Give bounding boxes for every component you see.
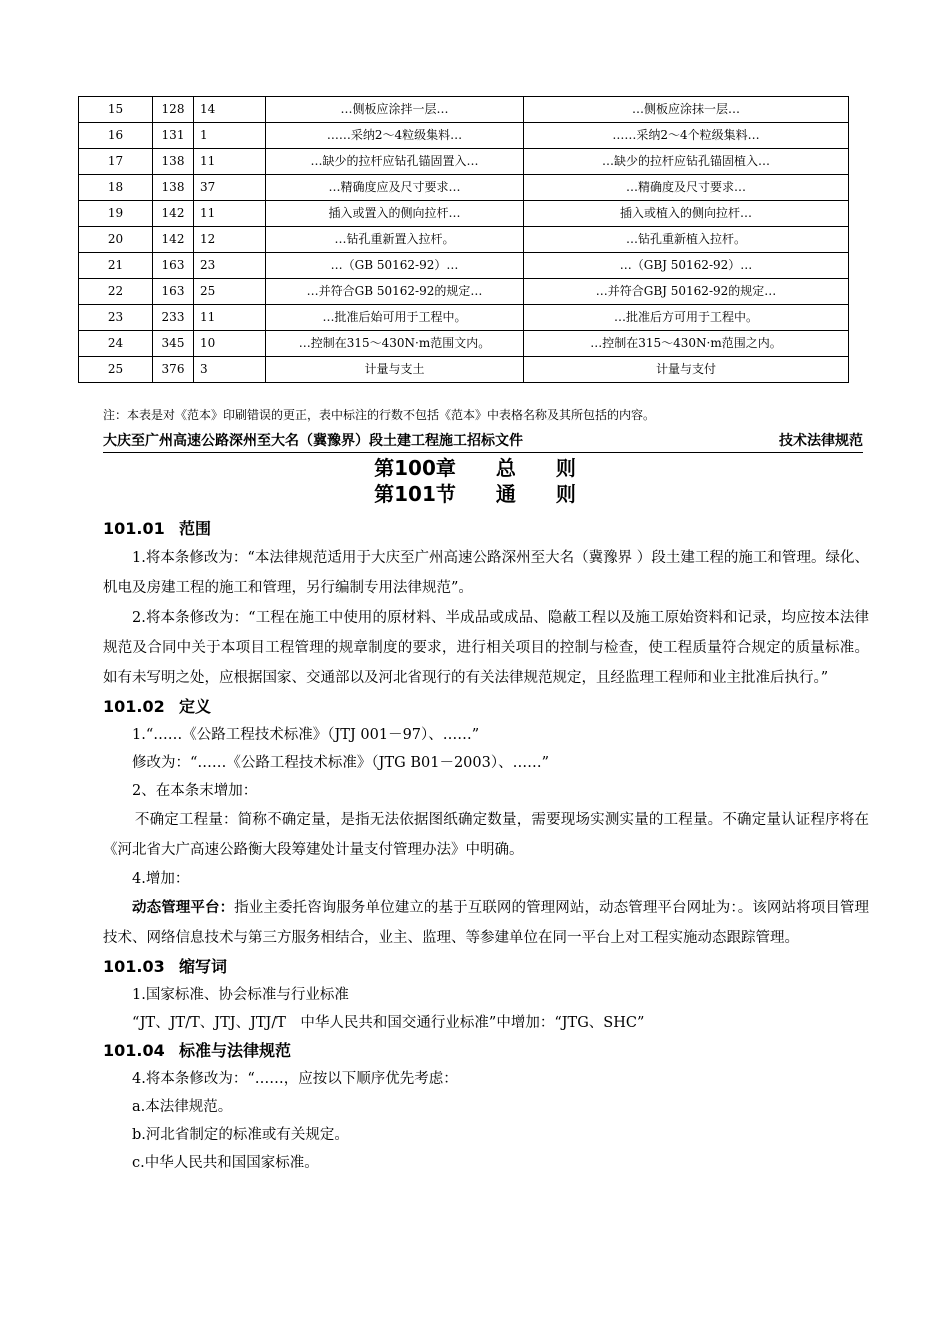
line-number-cell: 25 [194,279,266,305]
original-text-cell: …钻孔重新置入拉杆。 [266,227,524,253]
line-number-cell: 11 [194,149,266,175]
line-number-cell: 11 [194,201,266,227]
original-text-cell: …批准后始可用于工程中。 [266,305,524,331]
corrected-text-cell: 插入或植入的侧向拉杆… [524,201,849,227]
line-number-cell: 12 [194,227,266,253]
corrected-text-cell: …钻孔重新植入拉杆。 [524,227,849,253]
row-index-cell: 22 [79,279,153,305]
row-index-cell: 17 [79,149,153,175]
clause-heading-101-04 [103,1037,869,1065]
table-row [79,149,849,175]
clause-number: 101.02 [103,697,165,716]
table-row [79,227,849,253]
list-item: a.本法律规范。 [132,1099,233,1115]
original-text-cell: …控制在315～430N·m范围文内。 [266,331,524,357]
page-number-cell: 142 [153,227,194,253]
corrected-text-cell: …并符合GBJ 50162-92的规定… [524,279,849,305]
paragraph: 不确定工程量：简称不确定量，是指无法依据图纸确定数量，需要现场实测实量的工程量。不确定量认证程序将在《河北省大广高速公路衡大段筹建处计量支付管理办法》中明确。 [103,812,869,858]
original-text-cell: 计量与支土 [266,357,524,383]
row-index-cell: 16 [79,123,153,149]
table-row [79,175,849,201]
header-category: 技术法律规范 [779,433,863,449]
page-number-cell: 138 [153,149,194,175]
line-number-cell: 3 [194,357,266,383]
clause-title: 范围 [179,519,212,538]
line-number-cell: 11 [194,305,266,331]
term-definition: 指业主委托咨询服务单位建立的基于互联网的管理网站，动态管理平台网址为：。该网站将项目管理技术、网络信息技术与第三方服务相结合，业主、监理、等参建单位在同一平台上对工程实施动态跟踪管理。 [103,900,870,946]
paragraph: 1.“……《公路工程技术标准》（JTJ 001－97）、……” [132,727,480,743]
corrected-text-cell: …控制在315～430N·m范围之内。 [524,331,849,357]
corrected-text-cell: …侧板应涂抹一层… [524,97,849,123]
clause-title: 缩写词 [179,957,228,976]
corrected-text-cell: 计量与支付 [524,357,849,383]
page-number-cell: 131 [153,123,194,149]
section-title: 第101节 通 则 [374,482,576,506]
original-text-cell: …侧板应涂拌一层… [266,97,524,123]
row-index-cell: 24 [79,331,153,357]
clause-number: 101.04 [103,1041,165,1060]
page-number-cell: 142 [153,201,194,227]
line-number-cell: 14 [194,97,266,123]
original-text-cell: …（GB 50162-92）… [266,253,524,279]
table-row [79,201,849,227]
corrected-text-cell: …缺少的拉杆应钻孔锚固植入… [524,149,849,175]
clause-title: 标准与法律规范 [179,1041,292,1060]
table-row [79,331,849,357]
clause-heading-101-02 [103,693,869,721]
paragraph: 4.增加： [132,871,190,887]
errata-note: 注：本表是对《范本》印刷错误的更正，表中标注的行数不包括《范本》中表格名称及其所包括的内容。 [103,408,656,422]
header-title: 大庆至广州高速公路深州至大名（冀豫界）段土建工程施工招标文件 [103,433,523,449]
list-item: b.河北省制定的标准或有关规定。 [132,1127,349,1143]
row-index-cell: 18 [79,175,153,201]
clause-heading-101-03 [103,953,869,981]
line-number-cell: 10 [194,331,266,357]
row-index-cell: 21 [79,253,153,279]
clause-title: 定义 [179,697,212,716]
row-index-cell: 19 [79,201,153,227]
page-number-cell: 345 [153,331,194,357]
line-number-cell: 23 [194,253,266,279]
clause-number: 101.01 [103,519,165,538]
paragraph: 1.将本条修改为：“本法律规范适用于大庆至广州高速公路深州至大名（冀豫界 ）段土建工程的施工和管理。绿化、机电及房建工程的施工和管理，另行编制专用法律规范”。 [103,550,869,596]
paragraph: 2、在本条末增加： [132,783,258,799]
main-content [103,515,869,1177]
row-index-cell: 15 [79,97,153,123]
list-item: c.中华人民共和国国家标准。 [132,1155,319,1171]
line-number-cell: 1 [194,123,266,149]
page-number-cell: 376 [153,357,194,383]
page-number-cell: 233 [153,305,194,331]
clause-number: 101.03 [103,957,165,976]
original-text-cell: …并符合GB 50162-92的规定… [266,279,524,305]
original-text-cell: …精确度应及尺寸要求… [266,175,524,201]
corrected-text-cell: …精确度及尺寸要求… [524,175,849,201]
table-row [79,123,849,149]
table-row [79,253,849,279]
paragraph: 4.将本条修改为：“……，应按以下顺序优先考虑： [132,1071,458,1087]
paragraph: “JT、JT/T、JTJ、JTJ/T 中华人民共和国交通行业标准”中增加：“JTG、SHC” [132,1015,645,1031]
original-text-cell: 插入或置入的侧向拉杆… [266,201,524,227]
page-number-cell: 163 [153,279,194,305]
paragraph: 1.国家标准、协会标准与行业标准 [132,987,349,1003]
corrected-text-cell: …（GBJ 50162-92）… [524,253,849,279]
paragraph: 2.将本条修改为：“工程在施工中使用的原材料、半成品或成品、隐蔽工程以及施工原始资料和记录，均应按本法律规范及合同中关于本项目工程管理的规章制度的要求，进行相关项目的控制与检查，使工程质量符合规定的质量标准。如有未写明之处，应根据国家、交通部以及河北省现行的有关法律规范规定，且经监理工程师和业主批准后执行。” [103,610,869,686]
table-row [79,357,849,383]
errata-table [78,96,849,383]
page-number-cell: 163 [153,253,194,279]
original-text-cell: …缺少的拉杆应钻孔锚固置入… [266,149,524,175]
table-row [79,97,849,123]
row-index-cell: 20 [79,227,153,253]
corrected-text-cell: …批准后方可用于工程中。 [524,305,849,331]
term-label: 动态管理平台： [132,900,235,916]
clause-heading-101-01 [103,515,869,543]
table-row [79,279,849,305]
corrected-text-cell: ……采纳2～4个粒级集料… [524,123,849,149]
line-number-cell: 37 [194,175,266,201]
original-text-cell: ……采纳2～4粒级集料… [266,123,524,149]
row-index-cell: 23 [79,305,153,331]
chapter-title: 第100章 总 则 [374,456,576,480]
table-row [79,305,849,331]
page-number-cell: 138 [153,175,194,201]
page-number-cell: 128 [153,97,194,123]
paragraph: 修改为：“……《公路工程技术标准》（JTG B01－2003）、……” [132,755,550,771]
paragraph [103,893,869,953]
row-index-cell: 25 [79,357,153,383]
running-header [103,430,863,453]
errata-table-body [79,97,849,383]
